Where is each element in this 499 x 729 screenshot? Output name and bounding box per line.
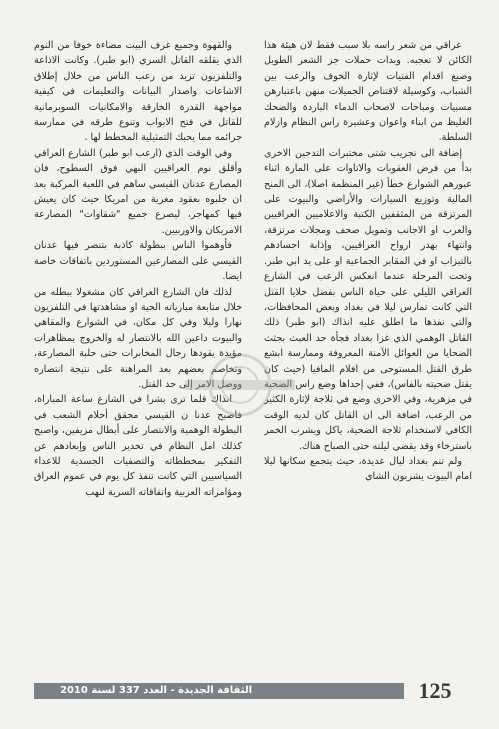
paragraph: ولم تنم بغداد ليال عديدة، حيث يتجمع سكانها ليلا امام البيوت يشربون الشاي (264, 455, 472, 483)
paragraph: فأوهموا الناس ببطولة كاذبة بتنصر فيها عدنان القيسي على المصارعين المستوردين باتفاقات خاصة ايضا. (34, 240, 242, 283)
page-footer (0, 676, 499, 729)
right-column (264, 38, 472, 670)
paragraph: وفي الوقت الذي (ارعب ابو طبر) الشارع العراقي وأقلق نوم العراقيين البهي فوق السطوح، فان المصارع عدنان القيسي ساهم في اللعبة المركبة بعد ان جلبوه بعقود مغرية من امريكا حيث كان يعيش فيها كمهاجر، ليصرع جميع "شقاوات" المصارعة الامريكان والاوربيين. (34, 147, 242, 236)
paragraph: والقهوة وجميع غرف البيت مضاءة خوفا من النوم الذي يقلقه القاتل السري (ابو طبر). وكانت الاذاعة والتلفزيون تزيد من رعب الناس من خلال إطلاق الاشاعات واصدار البيانات والتعليمات في كيفية مواجهة القدرة الخارقة والامكانيات السوبرمانية للقاتل في فتح الابواب وتنوع طرقه في ممارسة جرائمه مما يحبك التمثيلية المخطط لها . (34, 40, 242, 144)
left-column (34, 38, 242, 670)
paragraph: عراقي من شعر راسه بلا سبب فقط لان هيئة هذا الكائن لا تعجبه. وبدات حملات جز الشعر الطويل وصبغ اقدام الفتيات لإثارة الخوف والرعب بين الشباب، وكوسيلة لاقتناص الجميلات منهن باعتبارهن مسبيات ومباحات لاصحاب الدماء الباردة والضحك الغليظ من ابناء واعوان وعشيرة راس النظام وازلام السلطة. (264, 40, 472, 144)
article-columns (34, 38, 472, 670)
paragraph: انذاك قلما ترى بشرا في الشارع ساعة المباراة، فاصبح عدنا ن القيسي محقق أحلام الشعب في البطولة الوهمية والانتصار على أبطال مزيفين، واصبح كذلك امل النظام في تخدير الناس وإبعادهم عن التفكير بمخططاته والتصفيات الجسدية للاعداء السياسيين التي كانت تنفذ كل يوم في عموم العراق ومؤامراته العربية واتفاقاته السرية لنهب (34, 394, 242, 498)
paragraph: إضافة الى تجريب شتى مختبرات التدجين الاخرى بدأ من فرض العقوبات والاتاوات على المارة اثناء عبورهم الشوارع خطأ (غير المنظمة اصلا)، الى المنح المالية وتوزيع السيارات والأراضي والبيوت على المرتزقة من المثقفين الكتبة والاعلاميين العراقيين والعرب او الاجانب وتمويل صحف ومجلات مرتزقة، وانتهاء بهدر ارواح العراقيين، وإذابة اجسادهم بالتيزاب او في المقابر الجماعية او على يد ابي طبر. وتحت المرحلة عندما انعكس الرعب في الشارع العراقي الليلي على حياة الناس بفضل خلايا القتل التي كانت تمارس ليلا في بغداد وبعض المحافظات، والتي نفذها ما اطلق عليه انذاك (ابو طبر) ذلك القاتل الوهمي الذي غزا بغداد فجأة حد العبث بجثث الضحايا من العوائل الآمنة المعروفة وممارسة ابشع طرق القتل المستوحى من افلام المافيا (حيث كان يقتل ضحيته بالفاس)، ففي إحداها وضع راس الضحية في مزهرية، وفي الاخرى وضع في ثلاجة لإثارة الكثير من الرعب، اضافة الى ان القاتل كان لديه الوقت الكافي لاستخدام ثلاجة الضحية، ياكل ويشرب الخمر باسترخاء وقد يقضي ليلته حتى الصباح هناك. (264, 147, 472, 452)
page-number: 125 (418, 678, 452, 703)
journal-issue-label: الثقافة الجديدة - العدد 337 لسنة 2010 (60, 685, 253, 696)
paragraph: لذلك فان الشارع العراقي كان مشغولا ببطله من خلال متابعة مبارياته الحية او مشاهدتها في التلفزيون نهارا وليلا وفي كل مكان، في الشوارع والمقاهي والبيوت داعين الله بالانتصار له والخروج بمظاهرات مؤيدة يقودها رجال المخابرات حتى حلبة المصارعة، وتخاصم بعضهم بعد المراهنة على نتيجة انتصاره ووصل الامر إلى حد القتل. (34, 286, 242, 390)
